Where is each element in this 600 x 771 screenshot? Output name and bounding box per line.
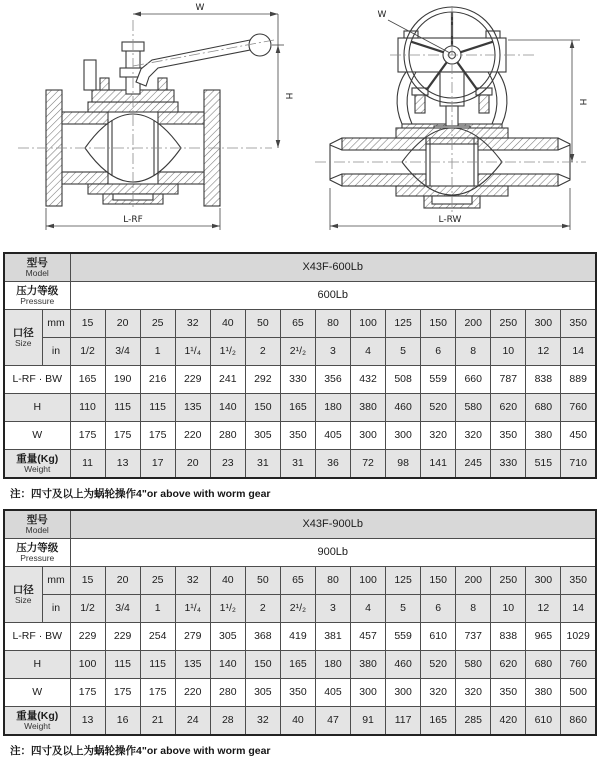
size-in-cell: 4: [351, 338, 386, 366]
dim-row-label: H: [4, 394, 70, 422]
dim-value-cell: 660: [456, 366, 491, 394]
size-in-row: [4, 595, 596, 623]
dim-value-cell: 457: [351, 623, 386, 651]
weight-value-cell: 40: [280, 707, 315, 736]
dim-value-cell: 450: [561, 422, 596, 450]
size-in-cell: 1¹/₄: [175, 595, 210, 623]
size-in-cell: 10: [491, 338, 526, 366]
dim-label-w: W: [195, 3, 205, 13]
dim-label-l: L-RW: [438, 215, 462, 225]
size-in-cell: 14: [561, 338, 596, 366]
dim-value-cell: 320: [456, 422, 491, 450]
weight-label: 重量(Kg) Weight: [4, 707, 70, 736]
dim-value-cell: 165: [280, 394, 315, 422]
dim-label-l: L-RF: [123, 215, 143, 225]
dim-value-cell: 350: [491, 422, 526, 450]
technical-drawings: [0, 0, 600, 252]
size-mm-cell: 40: [210, 310, 245, 338]
dim-value-cell: 520: [421, 394, 456, 422]
size-in-row: [4, 338, 596, 366]
dim-row-label: H: [4, 651, 70, 679]
dim-value-cell: 680: [526, 394, 561, 422]
dim-value-cell: 356: [315, 366, 350, 394]
weight-value-cell: 710: [561, 450, 596, 479]
size-mm-cell: 80: [315, 310, 350, 338]
dim-value-cell: 150: [245, 651, 280, 679]
dim-value-cell: 300: [386, 679, 421, 707]
size-mm-cell: 150: [421, 310, 456, 338]
size-in-cell: 1: [140, 595, 175, 623]
size-mm-cell: 150: [421, 567, 456, 595]
weight-value-cell: 610: [526, 707, 561, 736]
dim-value-cell: 279: [175, 623, 210, 651]
weight-label: 重量(Kg) Weight: [4, 450, 70, 479]
dim-value-cell: 610: [421, 623, 456, 651]
dim-value-cell: 254: [140, 623, 175, 651]
dim-value-cell: 760: [561, 651, 596, 679]
size-in-cell: 8: [456, 595, 491, 623]
weight-value-cell: 72: [351, 450, 386, 479]
dim-value-cell: 380: [351, 394, 386, 422]
dim-value-cell: 350: [280, 422, 315, 450]
unit-in: in: [42, 595, 70, 623]
dim-value-cell: 419: [280, 623, 315, 651]
dim-value-cell: 175: [70, 679, 105, 707]
dim-value-cell: 229: [175, 366, 210, 394]
table-note: 注：四寸及以上为蜗轮操作4"or above with worm gear: [10, 488, 271, 500]
dim-value-cell: 110: [70, 394, 105, 422]
dim-value-cell: 460: [386, 394, 421, 422]
table-note: 注：四寸及以上为蜗轮操作4"or above with worm gear: [10, 745, 271, 757]
model-row: [4, 510, 596, 539]
size-in-cell: 1¹/₄: [175, 338, 210, 366]
dim-value-cell: 368: [245, 623, 280, 651]
dim-value-cell: 380: [526, 422, 561, 450]
dim-value-cell: 175: [140, 422, 175, 450]
dim-value-cell: 216: [140, 366, 175, 394]
dim-row: [4, 679, 596, 707]
yoke-arm: [397, 72, 416, 124]
weight-value-cell: 98: [386, 450, 421, 479]
dim-value-cell: 241: [210, 366, 245, 394]
dim-value-cell: 165: [280, 651, 315, 679]
dim-value-cell: 115: [140, 651, 175, 679]
dim-value-cell: 787: [491, 366, 526, 394]
dim-value-cell: 115: [105, 651, 140, 679]
weight-value-cell: 16: [105, 707, 140, 736]
dim-value-cell: 100: [70, 651, 105, 679]
size-in-cell: 1¹/₂: [210, 595, 245, 623]
weight-value-cell: 24: [175, 707, 210, 736]
dim-value-cell: 432: [351, 366, 386, 394]
dim-value-cell: 305: [210, 623, 245, 651]
size-mm-cell: 65: [280, 567, 315, 595]
size-mm-cell: 20: [105, 567, 140, 595]
weight-value-cell: 245: [456, 450, 491, 479]
size-mm-cell: 15: [70, 310, 105, 338]
lever-ball-valve-drawing: [0, 0, 300, 252]
weight-value-cell: 330: [491, 450, 526, 479]
size-mm-cell: 250: [491, 310, 526, 338]
model-row: [4, 253, 596, 282]
size-in-cell: 8: [456, 338, 491, 366]
size-mm-cell: 100: [351, 567, 386, 595]
dim-value-cell: 292: [245, 366, 280, 394]
dim-value-cell: 140: [210, 394, 245, 422]
dim-value-cell: 320: [456, 679, 491, 707]
dim-value-cell: 175: [105, 679, 140, 707]
weight-value-cell: 13: [105, 450, 140, 479]
dim-value-cell: 380: [526, 679, 561, 707]
size-mm-cell: 300: [526, 567, 561, 595]
pressure-label: 压力等级 Pressure: [4, 539, 70, 567]
dim-value-cell: 838: [526, 366, 561, 394]
size-mm-cell: 32: [175, 310, 210, 338]
dim-value-cell: 150: [245, 394, 280, 422]
weight-value-cell: 32: [245, 707, 280, 736]
model-value: X43F-900Lb: [70, 510, 596, 539]
lever-handle: [136, 40, 250, 86]
dim-value-cell: 305: [245, 679, 280, 707]
dim-value-cell: 838: [491, 623, 526, 651]
size-label: 口径 Size: [4, 310, 42, 366]
dim-value-cell: 175: [105, 422, 140, 450]
model-value: X43F-600Lb: [70, 253, 596, 282]
dim-row: [4, 651, 596, 679]
dim-value-cell: 580: [456, 651, 491, 679]
size-mm-cell: 50: [245, 567, 280, 595]
weight-value-cell: 17: [140, 450, 175, 479]
gear-ball-valve-drawing: [300, 0, 600, 252]
size-in-cell: 4: [351, 595, 386, 623]
weight-value-cell: 91: [351, 707, 386, 736]
dim-value-cell: 190: [105, 366, 140, 394]
spec-table-600lb: [3, 252, 597, 479]
size-mm-cell: 300: [526, 310, 561, 338]
size-in-cell: 2: [245, 595, 280, 623]
dim-value-cell: 760: [561, 394, 596, 422]
dim-label-w: W: [377, 10, 387, 20]
size-in-cell: 14: [561, 595, 596, 623]
dim-value-cell: 300: [386, 422, 421, 450]
size-mm-cell: 350: [561, 567, 596, 595]
dim-row: [4, 366, 596, 394]
dim-value-cell: 135: [175, 651, 210, 679]
size-mm-row: [4, 567, 596, 595]
size-in-cell: 1/2: [70, 338, 105, 366]
dim-value-cell: 305: [245, 422, 280, 450]
dim-value-cell: 320: [421, 422, 456, 450]
dim-value-cell: 680: [526, 651, 561, 679]
weight-value-cell: 285: [456, 707, 491, 736]
size-mm-cell: 32: [175, 567, 210, 595]
dim-label-h: H: [283, 92, 293, 100]
dim-value-cell: 520: [421, 651, 456, 679]
dim-value-cell: 381: [315, 623, 350, 651]
size-mm-cell: 50: [245, 310, 280, 338]
size-in-cell: 12: [526, 595, 561, 623]
weight-value-cell: 47: [315, 707, 350, 736]
size-mm-cell: 250: [491, 567, 526, 595]
dim-value-cell: 280: [210, 679, 245, 707]
spec-table-900lb: [3, 509, 597, 736]
dim-value-cell: 380: [351, 651, 386, 679]
dim-value-cell: 280: [210, 422, 245, 450]
dim-value-cell: 965: [526, 623, 561, 651]
size-in-cell: 2¹/₂: [280, 595, 315, 623]
size-in-cell: 1/2: [70, 595, 105, 623]
size-in-cell: 3/4: [105, 595, 140, 623]
weight-value-cell: 31: [245, 450, 280, 479]
dim-value-cell: 220: [175, 679, 210, 707]
size-in-cell: 1: [140, 338, 175, 366]
dim-value-cell: 1029: [561, 623, 596, 651]
dim-value-cell: 405: [315, 422, 350, 450]
unit-mm: mm: [42, 567, 70, 595]
yoke-arm: [488, 72, 507, 124]
dim-row: [4, 623, 596, 651]
size-mm-cell: 100: [351, 310, 386, 338]
weight-value-cell: 11: [70, 450, 105, 479]
dim-value-cell: 620: [491, 651, 526, 679]
dim-value-cell: 229: [70, 623, 105, 651]
size-in-cell: 2: [245, 338, 280, 366]
dim-value-cell: 300: [351, 422, 386, 450]
dim-value-cell: 559: [421, 366, 456, 394]
size-in-cell: 3: [315, 595, 350, 623]
size-in-cell: 10: [491, 595, 526, 623]
weight-value-cell: 23: [210, 450, 245, 479]
dim-row-label: L-RF · BW: [4, 366, 70, 394]
size-mm-cell: 40: [210, 567, 245, 595]
weight-value-cell: 36: [315, 450, 350, 479]
size-mm-row: [4, 310, 596, 338]
size-mm-cell: 125: [386, 310, 421, 338]
weight-row: [4, 707, 596, 736]
dim-value-cell: 350: [280, 679, 315, 707]
size-mm-cell: 200: [456, 567, 491, 595]
dim-value-cell: 300: [351, 679, 386, 707]
dim-value-cell: 620: [491, 394, 526, 422]
size-mm-cell: 125: [386, 567, 421, 595]
weight-value-cell: 165: [421, 707, 456, 736]
dim-value-cell: 320: [421, 679, 456, 707]
dim-value-cell: 115: [140, 394, 175, 422]
dim-value-cell: 737: [456, 623, 491, 651]
dim-label-h: H: [577, 98, 587, 106]
dim-row-label: L-RF · BW: [4, 623, 70, 651]
dim-value-cell: 180: [315, 651, 350, 679]
size-mm-cell: 15: [70, 567, 105, 595]
weight-value-cell: 420: [491, 707, 526, 736]
size-mm-cell: 25: [140, 567, 175, 595]
size-in-cell: 6: [421, 338, 456, 366]
unit-mm: mm: [42, 310, 70, 338]
size-label: 口径 Size: [4, 567, 42, 623]
model-label: 型号 Model: [4, 253, 70, 282]
weight-value-cell: 141: [421, 450, 456, 479]
size-mm-cell: 65: [280, 310, 315, 338]
weight-value-cell: 20: [175, 450, 210, 479]
size-in-cell: 6: [421, 595, 456, 623]
dim-value-cell: 580: [456, 394, 491, 422]
dim-value-cell: 175: [70, 422, 105, 450]
size-in-cell: 5: [386, 595, 421, 623]
pressure-value: 600Lb: [70, 282, 596, 310]
dim-value-cell: 165: [70, 366, 105, 394]
size-mm-cell: 350: [561, 310, 596, 338]
dim-value-cell: 140: [210, 651, 245, 679]
model-label: 型号 Model: [4, 510, 70, 539]
dim-value-cell: 180: [315, 394, 350, 422]
dim-value-cell: 350: [491, 679, 526, 707]
pressure-value: 900Lb: [70, 539, 596, 567]
size-mm-cell: 20: [105, 310, 140, 338]
weight-row: [4, 450, 596, 479]
size-in-cell: 5: [386, 338, 421, 366]
dim-value-cell: 175: [140, 679, 175, 707]
dim-value-cell: 135: [175, 394, 210, 422]
dim-value-cell: 889: [561, 366, 596, 394]
weight-value-cell: 21: [140, 707, 175, 736]
stop-bracket: [84, 60, 96, 90]
pressure-label: 压力等级 Pressure: [4, 282, 70, 310]
unit-in: in: [42, 338, 70, 366]
size-mm-cell: 80: [315, 567, 350, 595]
dim-value-cell: 508: [386, 366, 421, 394]
weight-value-cell: 31: [280, 450, 315, 479]
size-in-cell: 12: [526, 338, 561, 366]
dim-value-cell: 229: [105, 623, 140, 651]
dim-value-cell: 500: [561, 679, 596, 707]
size-mm-cell: 25: [140, 310, 175, 338]
weight-value-cell: 28: [210, 707, 245, 736]
size-in-cell: 3/4: [105, 338, 140, 366]
dim-value-cell: 460: [386, 651, 421, 679]
weight-value-cell: 117: [386, 707, 421, 736]
weight-value-cell: 515: [526, 450, 561, 479]
dim-value-cell: 220: [175, 422, 210, 450]
weight-value-cell: 860: [561, 707, 596, 736]
dim-value-cell: 559: [386, 623, 421, 651]
dim-row-label: W: [4, 422, 70, 450]
size-in-cell: 3: [315, 338, 350, 366]
dim-row: [4, 394, 596, 422]
pressure-row: [4, 539, 596, 567]
dim-row-label: W: [4, 679, 70, 707]
size-mm-cell: 200: [456, 310, 491, 338]
pressure-row: [4, 282, 596, 310]
dim-value-cell: 405: [315, 679, 350, 707]
size-in-cell: 1¹/₂: [210, 338, 245, 366]
handle-grip-ball: [249, 34, 271, 56]
size-in-cell: 2¹/₂: [280, 338, 315, 366]
dim-value-cell: 330: [280, 366, 315, 394]
weight-value-cell: 13: [70, 707, 105, 736]
dim-row: [4, 422, 596, 450]
dim-value-cell: 115: [105, 394, 140, 422]
